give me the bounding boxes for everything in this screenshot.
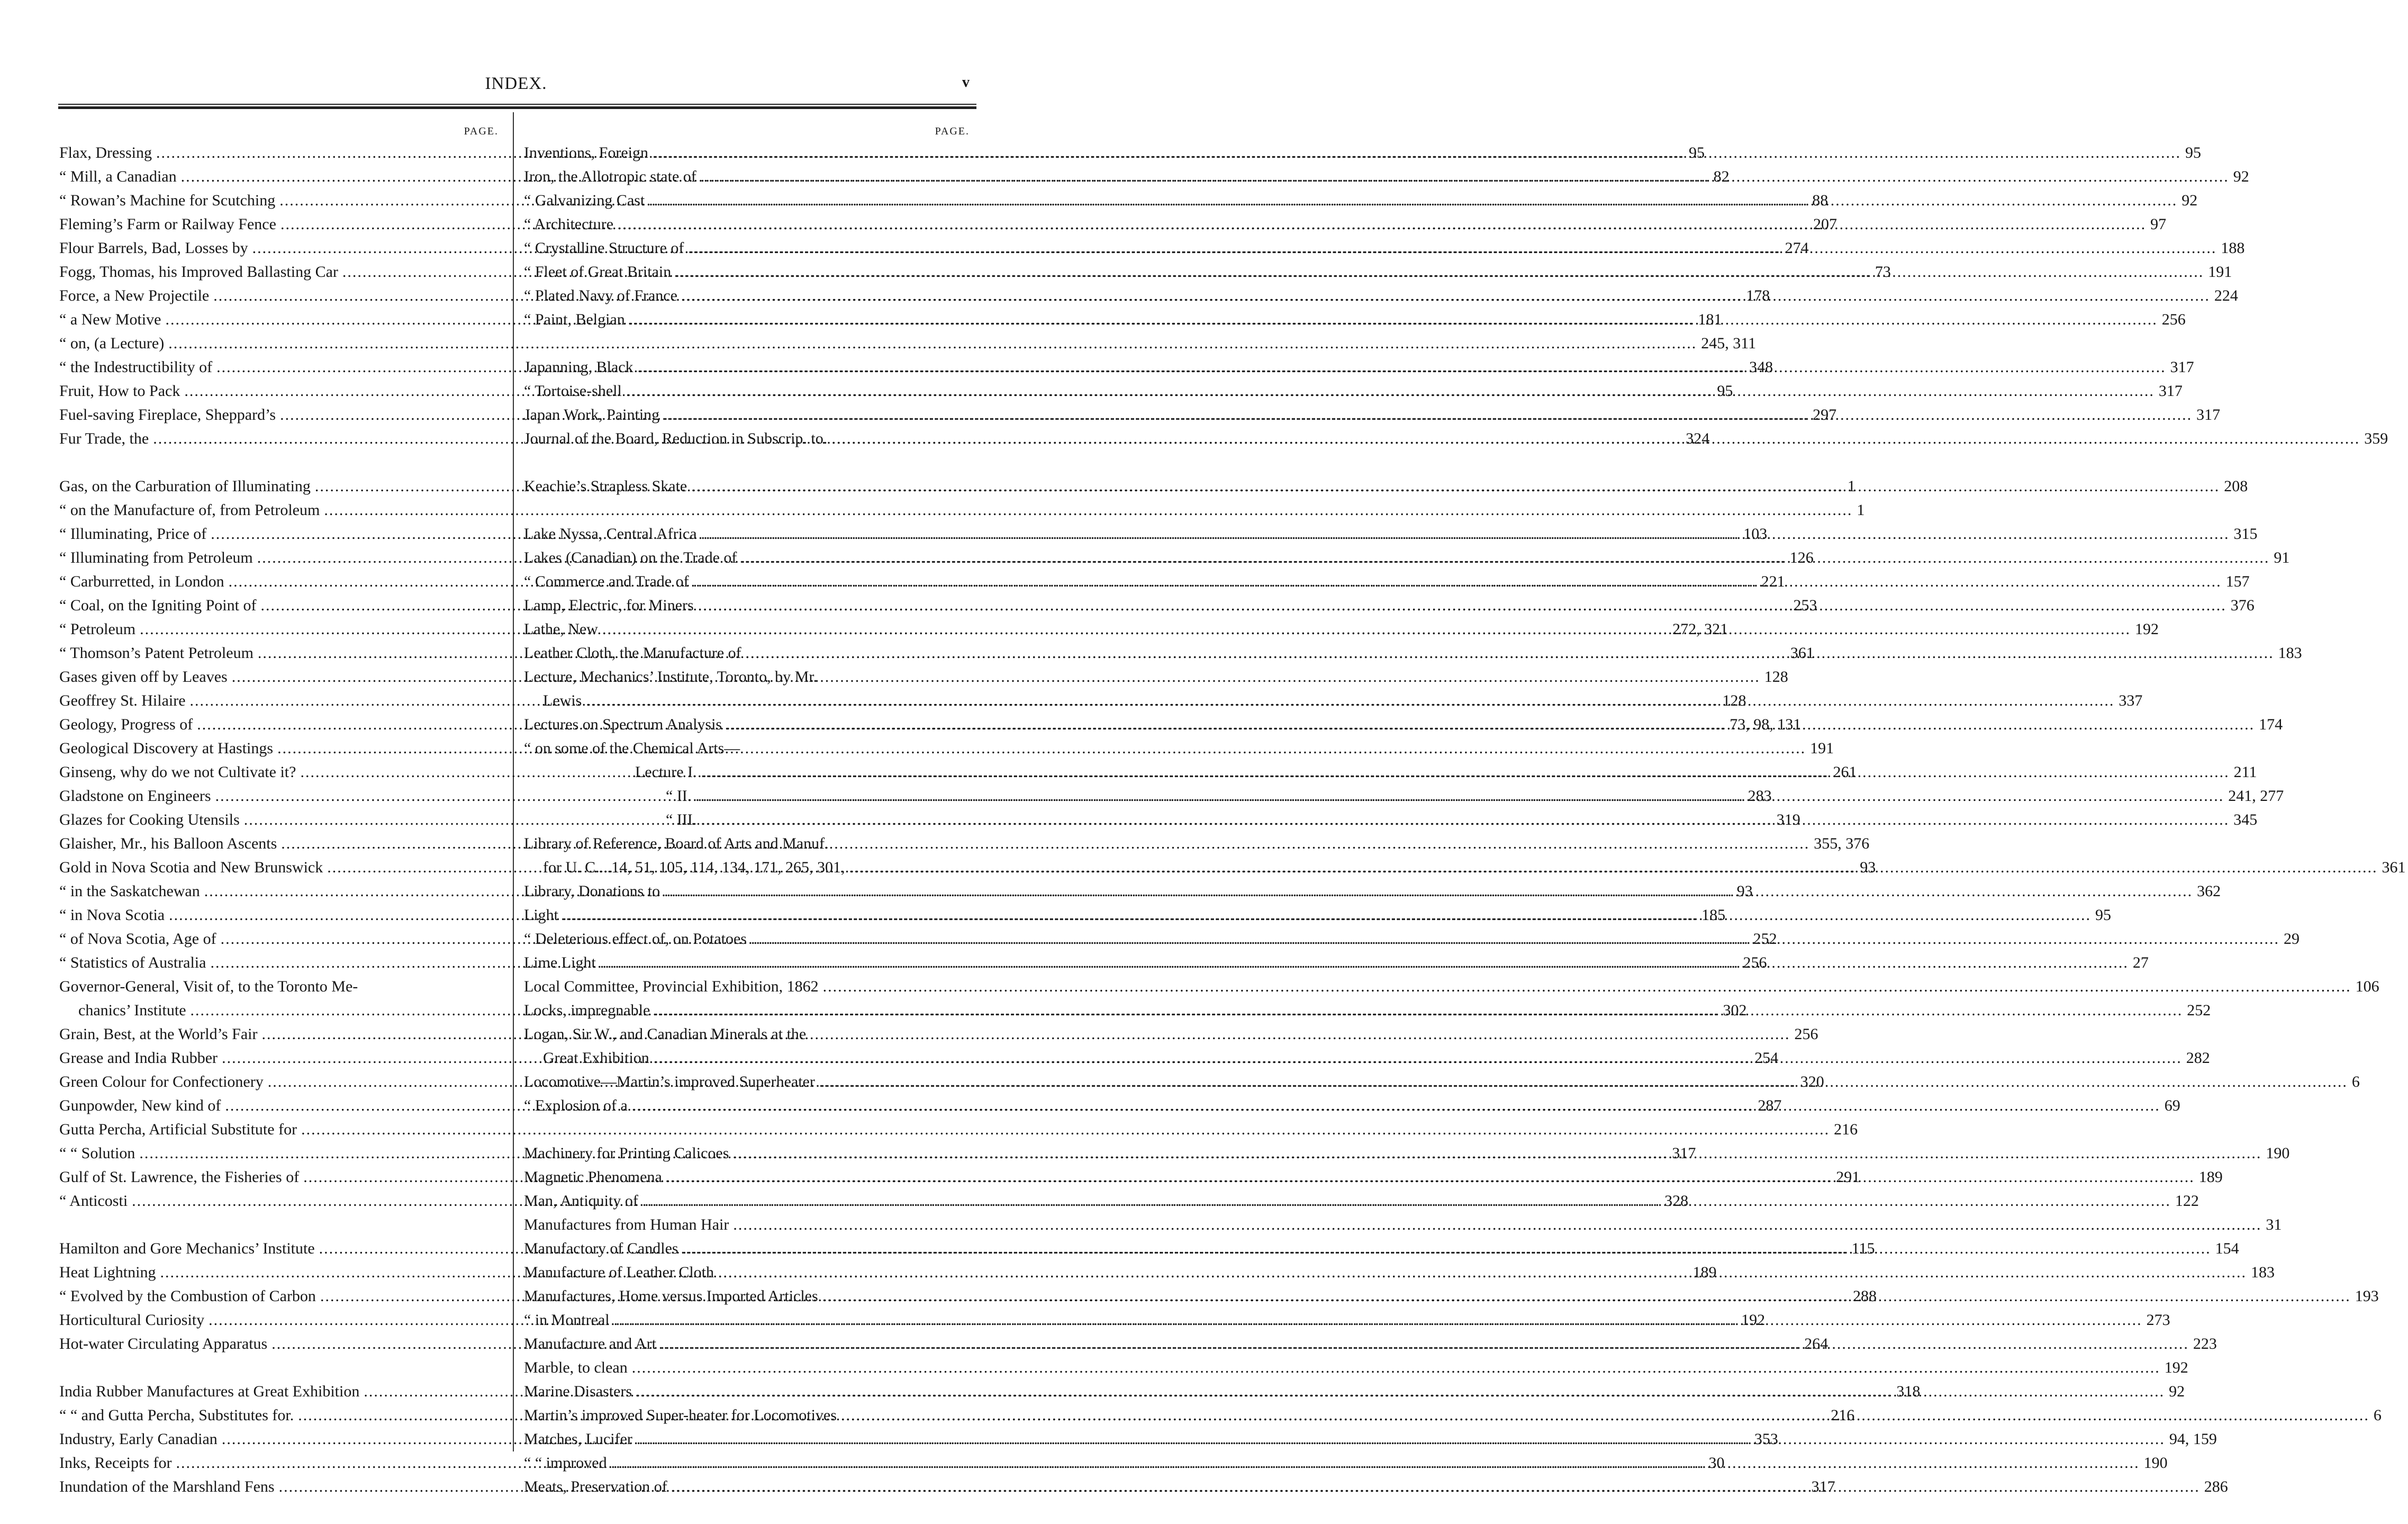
entry-gap (59, 1213, 503, 1237)
entry-page: 216 (1831, 1406, 1855, 1424)
entry-label: “ Plated Navy of France (524, 287, 677, 304)
leader-dots (822, 1284, 2351, 1308)
entry-page: 181 (1698, 311, 1722, 328)
entry-gap (524, 331, 974, 355)
leader-dots (654, 998, 2183, 1022)
leader-dots (701, 165, 2229, 188)
entry-page: 317 (2158, 382, 2183, 400)
entry-page: 27 (2132, 954, 2149, 971)
entry-label: “ III. (666, 811, 697, 828)
entry-page: 192 (1741, 1311, 1766, 1329)
entry-page: 355, 376 (1814, 835, 1870, 852)
entry-label: “ Petroleum (59, 620, 136, 638)
entry-label: Light (524, 906, 558, 924)
leader-dots (823, 975, 2351, 998)
entry-page: 69 (2164, 1097, 2180, 1114)
entry-page: 345 (2233, 811, 2258, 828)
entry-page: 188 (2221, 239, 2245, 257)
entry-label: Locomotive—Martin’s improved Superheater (524, 1073, 815, 1090)
entry-label: Lecture, Mechanics’ Institute, Toronto, by Mr. (524, 668, 818, 686)
entry-page: 287 (1758, 1097, 1782, 1114)
entry-label: Horticultural Curiosity (59, 1311, 205, 1329)
entry-label: Meats, Preservation of (524, 1478, 667, 1495)
entry-label: Lewis (543, 692, 582, 709)
leader-dots (751, 927, 2279, 951)
entry-label: Gladstone on Engineers (59, 787, 211, 805)
entry-page: 178 (1746, 287, 1770, 304)
leader-dots (618, 212, 2146, 236)
page-column-heading: PAGE. (935, 125, 970, 137)
entry-page: 93 (1736, 882, 1753, 900)
leader-dots (632, 1094, 2160, 1117)
entry-label: “ Deleterious effect of, on Potatoes (524, 930, 747, 948)
entry-page: 103 (1743, 525, 1768, 543)
leader-dots (693, 570, 2222, 593)
header-rule-thick (58, 106, 976, 109)
entry-label: chanics’ Institute (78, 1002, 186, 1019)
entry-page: 256 (1794, 1025, 1818, 1043)
entry-page: 288 (1852, 1287, 1877, 1305)
entry-page: 94, 159 (2169, 1430, 2217, 1448)
entry-page: 317 (2196, 406, 2221, 423)
index-entry (524, 832, 974, 855)
entry-label: Library, Donations to (524, 882, 660, 900)
entry-page: 191 (1810, 740, 1834, 757)
entry-label: Glaisher, Mr., his Balloon Ascents (59, 835, 277, 852)
entry-label: “ Explosion of a (524, 1097, 628, 1114)
entry-label: Heat Lightning (59, 1264, 156, 1281)
leader-dots (746, 641, 2274, 665)
leader-dots (741, 546, 2269, 570)
leader-dots (831, 427, 2360, 450)
index-entry (524, 1356, 2188, 1379)
entry-label: “ the Indestructibility of (59, 358, 213, 376)
entry-label: Manufactures from Human Hair (524, 1216, 729, 1233)
entry-page: 315 (2233, 525, 2258, 543)
entry-page: 252 (2187, 1002, 2211, 1019)
entry-page: 207 (1813, 215, 1837, 233)
entry-page: 254 (1754, 1049, 1779, 1067)
entry-page: 30 (1708, 1454, 1725, 1472)
entry-label: Manufactures, Home versus Imported Articles (524, 1287, 818, 1305)
entry-page: 185 (1701, 906, 1726, 924)
entry-label: Martin’s improved Super-heater for Locomotives (524, 1406, 837, 1424)
entry-label: “ a New Motive (59, 311, 161, 328)
entry-page: 189 (1692, 1264, 1717, 1281)
entry-label: Locks, impregnable (524, 1002, 650, 1019)
entry-label: “ in Montreal (524, 1311, 610, 1329)
leader-dots (701, 808, 2229, 832)
entry-label: “ on, (a Lecture) (59, 335, 165, 352)
entry-page: 73, 98, 131 (1730, 716, 1802, 733)
entry-page: 95 (2185, 144, 2201, 161)
entry-page: 359 (2364, 430, 2388, 447)
page-column-heading: PAGE. (464, 125, 499, 137)
entry-label: Hamilton and Gore Mechanics’ Institute (59, 1240, 315, 1257)
entry-gap (524, 450, 974, 474)
leader-dots (695, 784, 2224, 808)
entry-page: 93 (1860, 859, 1876, 876)
entry-page: 272, 321 (1672, 620, 1728, 638)
leader-dots (649, 188, 2177, 212)
index-entry (524, 736, 974, 760)
entry-label: Lake Nyssa, Central Africa (524, 525, 697, 543)
entry-page: 157 (2225, 573, 2250, 590)
leader-dots (688, 236, 2216, 260)
entry-label: Lamp, Electric, for Miners (524, 597, 694, 614)
entry-page: 256 (1743, 954, 1767, 971)
entry-label: Gulf of St. Lawrence, the Fisheries of (59, 1168, 300, 1186)
entry-page: 211 (2233, 763, 2257, 781)
entry-page: 95 (1717, 382, 1733, 400)
entry-page: 283 (1748, 787, 1772, 805)
entry-label: “ Illuminating, Price of (59, 525, 207, 543)
entry-label: Leather Cloth, the Manufacture of (524, 644, 741, 662)
entry-page: 256 (2161, 311, 2186, 328)
entry-label: Geology, Progress of (59, 716, 193, 733)
entry-page: 297 (1813, 406, 1837, 423)
entry-page: 317 (1811, 1478, 1835, 1495)
entry-page: 318 (1896, 1383, 1921, 1400)
entry-label: Gases given off by Leaves (59, 668, 228, 686)
entry-page: 189 (2198, 1168, 2223, 1186)
index-entry (524, 474, 2248, 498)
leader-dots (701, 522, 2230, 546)
leader-dots (600, 951, 2129, 975)
entry-label: Grain, Best, at the World’s Fair (59, 1025, 258, 1043)
entry-label: “ Commerce and Trade of (524, 573, 689, 590)
leader-dots (563, 903, 2091, 927)
entry-page: 253 (1793, 597, 1817, 614)
entry-page: 190 (2266, 1144, 2290, 1162)
entry-page: 223 (2193, 1335, 2217, 1352)
entry-label: Logan, Sir W., and Canadian Minerals at the (524, 1025, 807, 1043)
entry-label: Ginseng, why do we not Cultivate it? (59, 763, 296, 781)
entry-page: 192 (2134, 620, 2159, 638)
entry-label: “ Illuminating from Petroleum (59, 549, 253, 566)
entry-label: “ in Nova Scotia (59, 906, 165, 924)
entry-page: 92 (2233, 168, 2249, 185)
entry-label: Manufacture of Leather Cloth (524, 1264, 714, 1281)
index-entry (59, 498, 1865, 522)
entry-page: 337 (2119, 692, 2143, 709)
entry-label: Machinery for Printing Calicoes (524, 1144, 729, 1162)
entry-page: 97 (2150, 215, 2167, 233)
entry-gap (59, 1356, 503, 1379)
index-entry (59, 975, 503, 998)
entry-label: Governor-General, Visit of, to the Toronto Me- (59, 978, 358, 995)
leader-dots (614, 1308, 2142, 1332)
entry-label: Lakes (Canadian) on the Trade of (524, 549, 737, 566)
entry-label: “ Paint, Belgian (524, 311, 625, 328)
entry-label: Flax, Dressing (59, 144, 152, 161)
entry-page: 128 (1722, 692, 1746, 709)
leader-dots (733, 1213, 2261, 1237)
entry-gap (59, 450, 503, 474)
entry-label: “ Anticosti (59, 1192, 128, 1210)
entry-page: 122 (2175, 1192, 2199, 1210)
entry-page: 317 (2170, 358, 2194, 376)
leader-dots (666, 1165, 2195, 1189)
entry-page: 106 (2355, 978, 2379, 995)
entry-label: Geological Discovery at Hastings (59, 740, 274, 757)
entry-page: 361 (1790, 644, 1814, 662)
entry-page: 286 (2204, 1478, 2228, 1495)
entry-label: “ Coal, on the Igniting Point of (59, 597, 257, 614)
entry-page: 252 (1753, 930, 1777, 948)
entry-label: Gutta Percha, Artificial Substitute for (59, 1121, 297, 1138)
entry-label: Journal of the Board, Reduction in Subscrip. to. (524, 430, 828, 447)
entry-label: Magnetic Phenomena (524, 1168, 662, 1186)
entry-page: 216 (1834, 1121, 1858, 1138)
entry-page: 319 (1776, 811, 1800, 828)
entry-page: 88 (1812, 192, 1828, 209)
entry-label: Fleming’s Farm or Railway Fence (59, 215, 276, 233)
entry-page: 264 (1804, 1335, 1828, 1352)
leader-dots (586, 689, 2114, 713)
entry-label: “ Tortoise-shell (524, 382, 622, 400)
index-entry (524, 1022, 974, 1046)
entry-page: 95 (1689, 144, 1705, 161)
entry-label: India Rubber Manufactures at Great Exhibition (59, 1383, 360, 1400)
entry-page: 261 (1833, 763, 1857, 781)
entry-label: Lathe, New (524, 620, 598, 638)
leader-dots (638, 355, 2166, 379)
entry-label: Lectures on Spectrum Analysis (524, 716, 722, 733)
entry-label: Green Colour for Confectionery (59, 1073, 264, 1090)
leader-dots (664, 403, 2192, 427)
entry-page: 190 (2143, 1454, 2168, 1472)
leader-dots (281, 832, 1809, 855)
entry-page: 1 (1847, 477, 1855, 495)
entry-page: 29 (2283, 930, 2300, 948)
entry-page: 241, 277 (2228, 787, 2284, 805)
entry-label: “ “ Solution (59, 1144, 135, 1162)
entry-label: Japan Work, Painting (524, 406, 660, 423)
entry-page: 192 (2164, 1359, 2188, 1376)
entry-page: 128 (1764, 668, 1788, 686)
entry-page: 6 (2373, 1406, 2382, 1424)
entry-label: Fogg, Thomas, his Improved Ballasting Car (59, 263, 338, 281)
leader-dots (632, 1356, 2160, 1379)
entry-page: 193 (2355, 1287, 2379, 1305)
index-entry (59, 331, 1757, 355)
leader-dots (626, 379, 2154, 403)
entry-label: “ Crystalline Structure of (524, 239, 684, 257)
leader-dots (602, 617, 2131, 641)
entry-label: Lecture I. (635, 763, 697, 781)
leader-dots (636, 1379, 2165, 1403)
leader-dots (682, 284, 2210, 308)
entry-label: Gold in Nova Scotia and New Brunswick (59, 859, 323, 876)
entry-label: “ Carburretted, in London (59, 573, 224, 590)
entry-page: 245, 311 (1701, 335, 1757, 352)
header-rule-thin (58, 104, 976, 105)
entry-page: 291 (1836, 1168, 1860, 1186)
entry-page: 183 (2278, 644, 2302, 662)
entry-page: 92 (2181, 192, 2198, 209)
page-number: v (962, 74, 970, 91)
entry-label: Gunpowder, New kind of (59, 1097, 221, 1114)
entry-label: “ Thomson’s Patent Petroleum (59, 644, 254, 662)
entry-label: “ II. (666, 787, 692, 805)
leader-dots (653, 141, 2181, 165)
entry-page: 191 (2208, 263, 2232, 281)
entry-label: Inundation of the Marshland Fens (59, 1478, 275, 1495)
leader-dots (683, 1237, 2211, 1260)
entry-page: 324 (1686, 430, 1710, 447)
index-entry (524, 975, 2379, 998)
entry-page: 91 (2274, 549, 2290, 566)
leader-dots (629, 308, 2158, 331)
entry-page: 92 (2169, 1383, 2185, 1400)
entry-page: 282 (2186, 1049, 2210, 1067)
entry-page: 82 (1713, 168, 1730, 185)
entry-label: Man, Antiquity of (524, 1192, 638, 1210)
entry-label: “ Evolved by the Combustion of Carbon (59, 1287, 316, 1305)
entry-page: 154 (2215, 1240, 2239, 1257)
entry-label: Glazes for Cooking Utensils (59, 811, 240, 828)
entry-label: Marine Disasters (524, 1383, 632, 1400)
entry-label: Matches, Lucifer (524, 1430, 632, 1448)
entry-page: 115 (1851, 1240, 1875, 1257)
entry-page: 320 (1800, 1073, 1824, 1090)
leader-dots (691, 474, 2220, 498)
entry-page: 31 (2266, 1216, 2282, 1233)
index-entry (524, 141, 2201, 165)
entry-label: Hot-water Circulating Apparatus (59, 1335, 268, 1352)
entry-page: 183 (2251, 1264, 2275, 1281)
entry-label: “ Fleet of Great Britain (524, 263, 672, 281)
entry-label: Lime Light (524, 954, 596, 971)
leader-dots (642, 1189, 2171, 1213)
leader-dots (849, 855, 2378, 879)
entry-gap (524, 498, 974, 522)
entry-label: “ “ and Gutta Percha, Substitutes for. (59, 1406, 294, 1424)
entry-page: 95 (2095, 906, 2111, 924)
entry-page: 362 (2197, 882, 2221, 900)
entry-label: for U. C....14, 51, 105, 114, 134, 171, 265, 301, (543, 859, 845, 876)
leader-dots (672, 1475, 2200, 1499)
leader-dots (841, 1403, 2369, 1427)
entry-page: 126 (1789, 549, 1814, 566)
entry-label: Keachie’s Strapless Skate (524, 477, 687, 495)
leader-dots (637, 1427, 2165, 1451)
entry-page: 302 (1723, 1002, 1747, 1019)
entry-label: “ “ improved (524, 1454, 607, 1472)
entry-page: 174 (2259, 716, 2283, 733)
entry-page: 353 (1754, 1430, 1778, 1448)
entry-label: “ Galvanizing Cast (524, 192, 645, 209)
entry-page: 224 (2214, 287, 2238, 304)
entry-label: Force, a New Projectile (59, 287, 210, 304)
leader-dots (698, 593, 2226, 617)
entry-label: Marble, to clean (524, 1359, 628, 1376)
entry-label: Iron, the Allotropic state of (524, 168, 696, 185)
entry-label: Flour Barrels, Bad, Losses by (59, 239, 248, 257)
entry-label: Geoffrey St. Hilaire (59, 692, 186, 709)
entry-label: Grease and India Rubber (59, 1049, 218, 1067)
leader-dots (232, 665, 1760, 689)
index-entry (524, 665, 974, 689)
entry-label: Inventions, Foreign (524, 144, 648, 161)
leader-dots (718, 1260, 2247, 1284)
leader-dots (726, 713, 2255, 736)
index-entry (524, 1213, 2282, 1237)
entry-label: Great Exhibition (543, 1049, 649, 1067)
entry-page: 6 (2351, 1073, 2360, 1090)
entry-label: Japanning, Black (524, 358, 633, 376)
entry-label: “ on the Manufacture of, from Petroleum (59, 501, 320, 519)
entry-label: Manufacture and Art (524, 1335, 656, 1352)
entry-label: “ Statistics of Australia (59, 954, 206, 971)
entry-label: Library of Reference, Board of Arts and Manuf. (524, 835, 829, 852)
entry-label: Local Committee, Provincial Exhibition, 1862 (524, 978, 819, 995)
entry-label: Manufactory of Candles (524, 1240, 678, 1257)
entry-page: 274 (1785, 239, 1809, 257)
entry-page: 348 (1749, 358, 1773, 376)
entry-label: “ Mill, a Canadian (59, 168, 177, 185)
entry-label: Inks, Receipts for (59, 1454, 172, 1472)
entry-gap (524, 1117, 974, 1141)
page-title: INDEX. (485, 74, 547, 93)
page-header (58, 74, 974, 101)
entry-label: “ of Nova Scotia, Age of (59, 930, 216, 948)
leader-dots (660, 1332, 2189, 1356)
entry-label: Industry, Early Canadian (59, 1430, 218, 1448)
leader-dots (277, 736, 1806, 760)
leader-dots (733, 1141, 2261, 1165)
entry-page: 328 (1664, 1192, 1689, 1210)
leader-dots (701, 760, 2230, 784)
entry-page: 1 (1857, 501, 1865, 519)
entry-label: “ in the Saskatchewan (59, 882, 200, 900)
leader-dots (675, 260, 2204, 284)
entry-label: Gas, on the Carburation of Illuminating (59, 477, 311, 495)
entry-page: 361 (2382, 859, 2406, 876)
leader-dots (664, 879, 2193, 903)
entry-label: “ Rowan’s Machine for Scutching (59, 192, 276, 209)
entry-label: Fruit, How to Pack (59, 382, 180, 400)
entry-page: 73 (1875, 263, 1891, 281)
leader-dots (611, 1451, 2140, 1475)
entry-page: 273 (2146, 1311, 2170, 1329)
entry-label: Fur Trade, the (59, 430, 149, 447)
entry-page: 317 (1672, 1144, 1696, 1162)
leader-dots (261, 1022, 1790, 1046)
entry-label: “ Architecture (524, 215, 614, 233)
entry-label: “ on some of the Chemical Arts— (524, 740, 740, 757)
entry-label: Fuel-saving Fireplace, Sheppard’s (59, 406, 276, 423)
entry-page: 376 (2230, 597, 2255, 614)
index-entry (59, 1117, 1858, 1141)
leader-dots (654, 1046, 2182, 1070)
leader-dots (819, 1070, 2348, 1094)
entry-page: 221 (1761, 573, 1785, 590)
entry-page: 208 (2224, 477, 2248, 495)
